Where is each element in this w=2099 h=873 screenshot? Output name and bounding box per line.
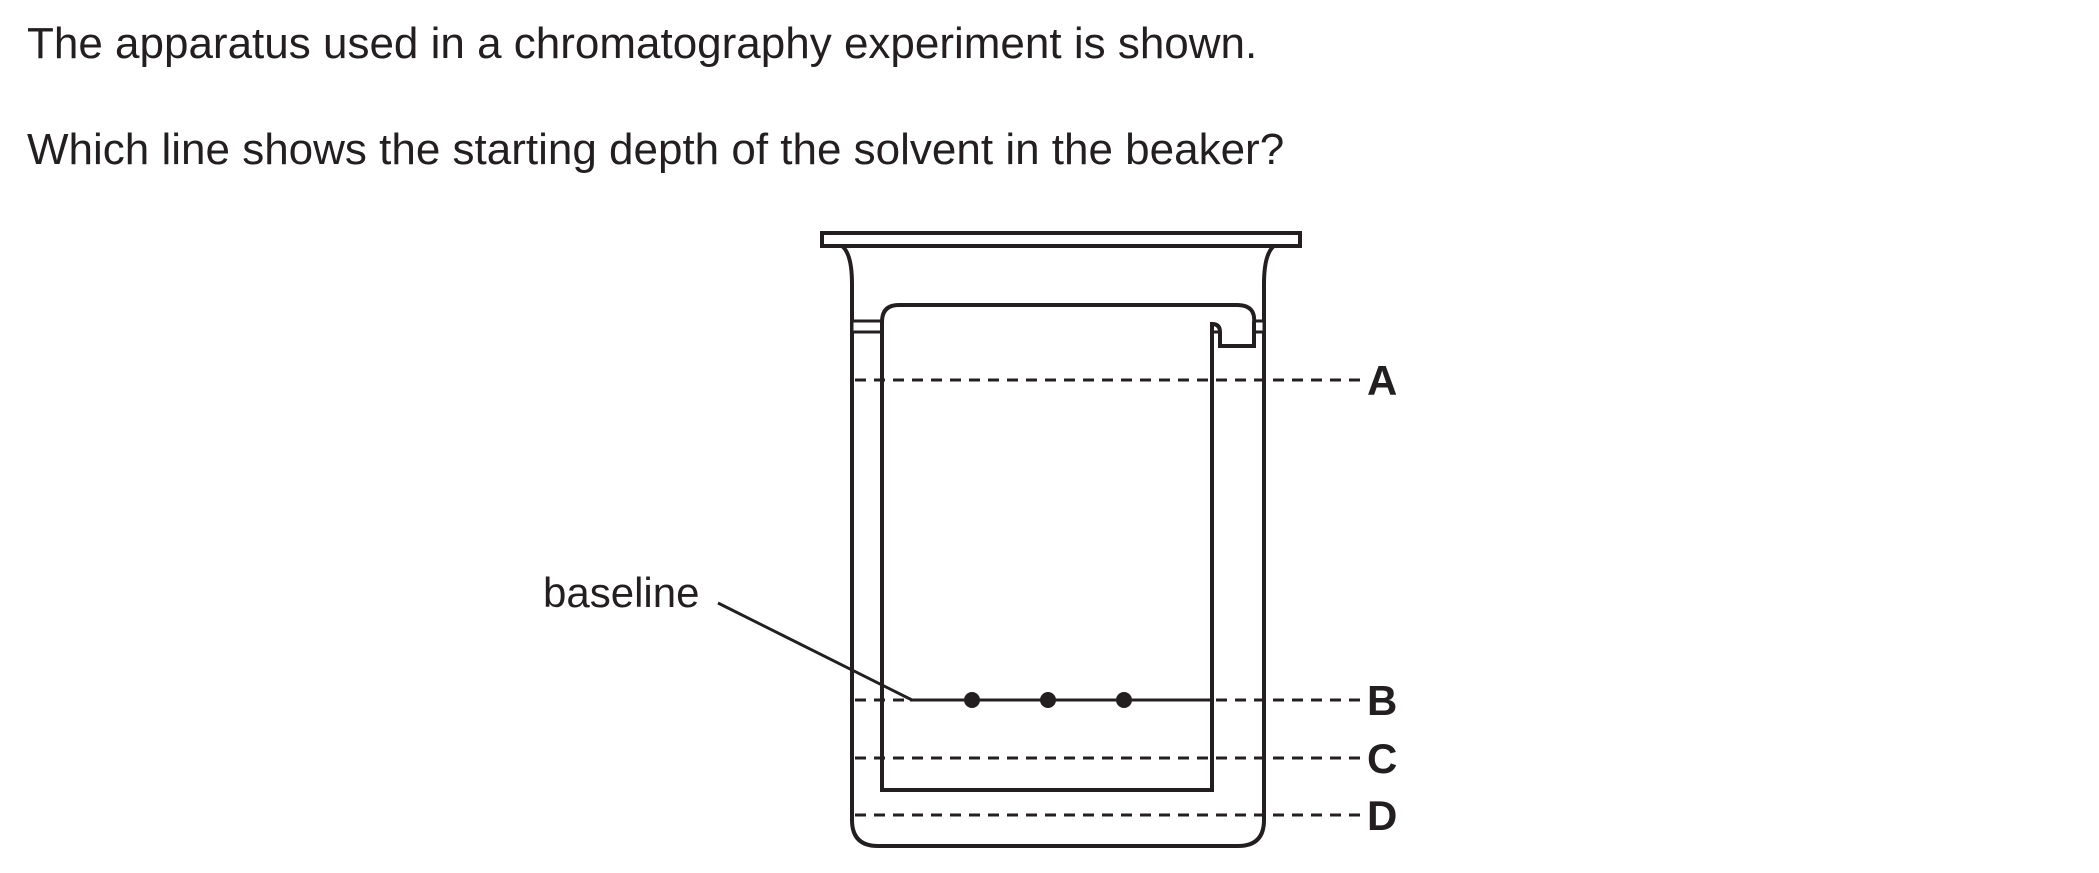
sample-spot (1116, 692, 1132, 708)
sample-spot (964, 692, 980, 708)
option-label-d: D (1367, 792, 1398, 839)
question-intro: The apparatus used in a chromatography experiment is shown. (27, 19, 1258, 68)
sample-spot (1040, 692, 1056, 708)
option-label-a: A (1367, 357, 1398, 404)
beaker-rim (822, 233, 1300, 246)
baseline-label: baseline (543, 569, 700, 616)
option-label-b: B (1367, 677, 1398, 724)
question-prompt: Which line shows the starting depth of the solvent in the beaker? (27, 125, 1285, 174)
option-label-c: C (1367, 735, 1398, 782)
chromatography-paper (882, 305, 1254, 790)
